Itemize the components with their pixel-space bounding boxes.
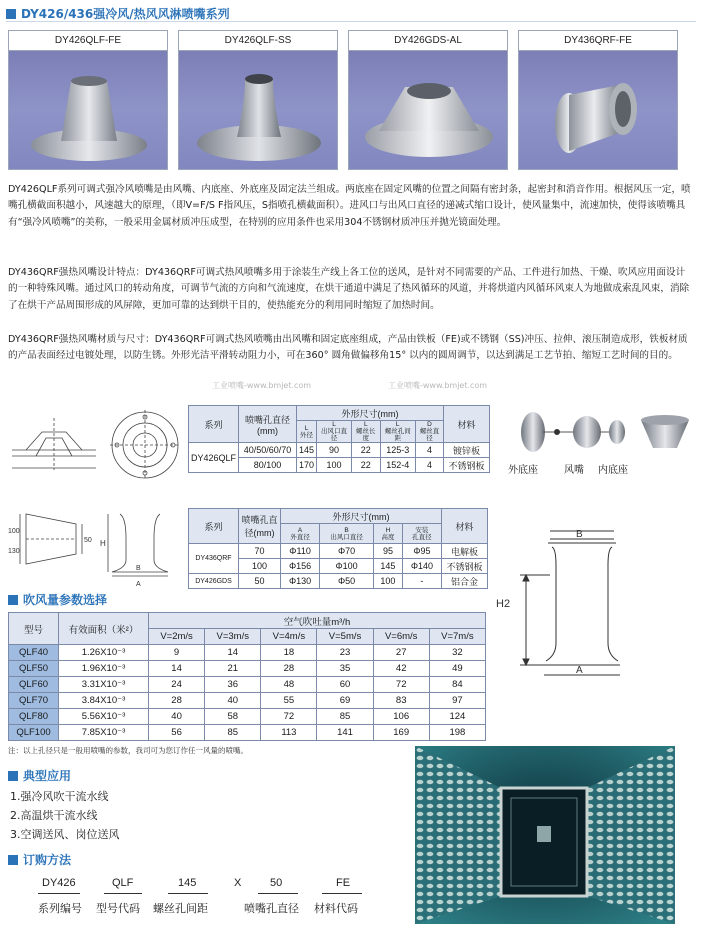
spec-table-1 <box>188 405 490 473</box>
spec-table-2 <box>188 508 488 589</box>
dim-label: 50 <box>84 537 92 544</box>
header-area: 有效面积（米²） <box>59 613 149 645</box>
nozzle-cone-icon <box>349 51 507 169</box>
dim-label: 130 <box>8 548 20 555</box>
order-code-x: X <box>234 877 242 889</box>
underline <box>104 893 142 894</box>
table-row: QLF100 7.85X10⁻³ 56 85 113 141 169 198 <box>9 725 486 741</box>
header-series: 系列 <box>189 406 239 443</box>
oven-tunnel-photo <box>415 746 675 924</box>
nozzle-swivel-icon <box>519 51 677 169</box>
header-hole: 喷嘴孔直径(mm) <box>239 509 281 544</box>
product-label: DY426GDS-AL <box>349 31 507 51</box>
divider <box>6 21 696 22</box>
order-code-hole: 50 <box>270 877 283 889</box>
table-row: DY426GDS 50 Φ130 Φ50 100 - 铝合金 <box>189 574 488 589</box>
order-code-series: DY426 <box>42 877 76 889</box>
top-view-drawing <box>108 408 182 482</box>
title-square-icon <box>8 771 18 781</box>
order-label: 喷嘴孔直径 <box>244 903 299 915</box>
list-item: 1.强冷风吹干流水线 <box>10 790 109 803</box>
paragraph-1: DY426QLF系列可调式强冷风喷嘴是由风嘴、内底座、外底座及固定法兰组成。两底座在固定风嘴的位置之间隔有密封条，起密封和消音作用。根据风压一定，喷嘴孔横截面积越小，风速越大的原理，（即V=F/S F指风压，S指喷孔横截面积）。进风口与出风口直径的递减式缩口设计，使风量集中，流速加快，使得该喷嘴具有“强冷风喷嘴”的美称，一般采用金属材质冲压成型，在特别的应用条件也采用304不锈钢材质冲压并抛光镜面处理。 <box>8 184 691 228</box>
table-note: 注：以上孔径只是一般用喷嘴的参数，我司可为您订作任一风量的喷嘴。 <box>8 746 248 755</box>
order-label: 螺丝孔间距 <box>153 903 208 915</box>
order-label: 材料代码 <box>314 903 358 915</box>
page-title <box>6 5 230 22</box>
title-square-icon <box>8 855 18 865</box>
product-card-1 <box>8 30 168 170</box>
subheader: B 出风口直径 <box>320 524 374 544</box>
dim-label: B <box>576 529 583 540</box>
nozzle-side-drawing <box>98 508 180 588</box>
product-card-4 <box>518 30 678 170</box>
header-outer: 外形尺寸(mm) <box>297 406 444 421</box>
underline <box>38 893 80 894</box>
product-photo <box>349 51 507 169</box>
dim-label: A <box>576 665 583 676</box>
list-item: 3.空调送风、岗位送风 <box>10 828 120 841</box>
watermark: 工业喷嘴-www.bmjet.com <box>212 381 312 390</box>
subheader: L 外径 <box>297 421 317 443</box>
order-section-title: 订购方法 <box>8 851 71 868</box>
table-row: DY426QLF 40/50/60/70 145 90 22 125-3 4 镀锌板 <box>189 443 490 458</box>
header-model: 型号 <box>9 613 59 645</box>
product-photo <box>179 51 337 169</box>
underline <box>322 893 362 894</box>
part-label-nozzle: 风嘴 <box>564 465 584 476</box>
page-title-text: DY426/436强冷风/热风风淋喷嘴系列 <box>21 7 230 21</box>
nozzle-funnel-icon <box>9 51 167 169</box>
order-code-model: QLF <box>112 877 134 889</box>
order-label: 系列编号 <box>38 903 82 915</box>
title-square-icon <box>8 595 18 605</box>
cross-section-drawing <box>6 408 102 478</box>
order-code-material: FE <box>336 877 351 889</box>
product-card-3 <box>348 30 508 170</box>
table-row: QLF80 5.56X10⁻³ 40 58 72 85 106 124 <box>9 709 486 725</box>
paragraph-3: DY436QRF强热风嘴材质与尺寸：DY436QRF可调式热风喷嘴由出风嘴和固定底座组成，产品由铁板（FE)或不锈钢（SS)冲压、拉伸、滚压制造成形，铁板材质的产品表面经过电镀处理，以防生锈。外形光洁平滑转动阻力小，可在360° 圆角做偏移角15° 以内的圆周调节，以达到满足工艺节拍、缩短工艺时间的目的。 <box>8 334 688 362</box>
dim-label: H2 <box>496 598 511 610</box>
table-row: QLF50 1.96X10⁻³ 14 21 28 35 42 49 <box>9 661 486 677</box>
subheader: L 螺丝孔间距 <box>380 421 415 443</box>
product-label: DY426QLF-FE <box>9 31 167 51</box>
table-row: QLF40 1.26X10⁻³ 9 14 18 23 27 32 <box>9 645 486 661</box>
subheader: 安装 孔直径 <box>402 524 441 544</box>
table-row: 80/100 170 100 22 152-4 4 不锈钢板 <box>189 458 490 473</box>
list-item: 2.高温烘干流水线 <box>10 809 98 822</box>
dim-label: A <box>136 581 141 588</box>
title-square-icon <box>6 9 16 19</box>
subheader: D 螺丝直径 <box>415 421 443 443</box>
airflow-table: 型号 有效面积（米²） 空气吹吐量m³/h V=2m/s V=3m/s V=4m/s V=5m/s V=6m/s V=7m/s QLF40 1.26X10⁻³ 9 14 18 23 27 32 QLF50 1.96X10⁻³ 14 21 28 35 42 49 QLF60 3.31X10⁻³ 24 36 48 60 72 84 QLF70 3.84X10⁻³ 28 40 55 69 83 97 QLF80 5.56X10⁻³ 40 58 72 85 106 124 QLF100 7.85X10⁻³ 56 85 113 141 169 198 <box>8 612 486 741</box>
table-row: QLF70 3.84X10⁻³ 28 40 55 69 83 97 <box>9 693 486 709</box>
product-card-2 <box>178 30 338 170</box>
header-airflow: 空气吹吐量m³/h <box>149 613 486 629</box>
product-label: DY426QLF-SS <box>179 31 337 51</box>
order-label: 型号代码 <box>96 903 140 915</box>
nozzle-flange-icon <box>179 51 337 169</box>
product-photo <box>9 51 167 169</box>
nozzle-dimension-drawing <box>490 525 640 687</box>
paragraph-2: DY436QRF强热风嘴设计特点：DY436QRF可调式热风喷嘴多用于涂装生产线上各工位的送风，是针对不同需要的产品、工件进行加热、干燥、吹风应用面设计的一种特殊风嘴。通过风口的转动角度，可调节气流的方向和气流速度，在烘干通道中满足了热风循环的风道，并将烘道内风循环风束人为地做成索乱风束，消除了在烘干产品周围形成的风屏障，更加可靠的达到烘干目的，使热能充分的利用同时缩短了加热时间。 <box>8 267 690 311</box>
airflow-section-title: 吹风量参数选择 <box>8 591 107 608</box>
header-series: 系列 <box>189 509 239 544</box>
watermark: 工业喷嘴-www.bmjet.com <box>388 381 488 390</box>
table-row: DY436QRF 70 Φ110 Φ70 95 Φ95 电解板 <box>189 544 488 559</box>
subheader: L 出风口直径 <box>317 421 352 443</box>
part-label-inner: 内底座 <box>598 465 628 476</box>
product-label: DY436QRF-FE <box>519 31 677 51</box>
dim-label: 100 <box>8 528 20 535</box>
underline <box>258 893 298 894</box>
subheader: A 外直径 <box>281 524 320 544</box>
part-label-outer: 外底座 <box>508 465 538 476</box>
table-row: 100 Φ156 Φ100 145 Φ140 不锈钢板 <box>189 559 488 574</box>
cell-series: DY426QLF <box>189 443 239 473</box>
cone-drawing <box>6 508 92 572</box>
header-hole: 喷嘴孔直径(mm) <box>239 406 297 443</box>
product-photo <box>519 51 677 169</box>
table-row: QLF60 3.31X10⁻³ 24 36 48 60 72 84 <box>9 677 486 693</box>
dim-label: H <box>100 539 106 548</box>
header-material: 材料 <box>444 406 490 443</box>
header-material: 材料 <box>442 509 488 544</box>
subheader: L 螺丝长度 <box>351 421 380 443</box>
app-section-title: 典型应用 <box>8 767 71 784</box>
underline <box>168 893 208 894</box>
dim-label: B <box>136 565 141 572</box>
subheader: H 高度 <box>374 524 403 544</box>
order-code-spacing: 145 <box>178 877 197 889</box>
parts-photo <box>505 408 695 458</box>
header-outer: 外形尺寸(mm) <box>281 509 442 524</box>
